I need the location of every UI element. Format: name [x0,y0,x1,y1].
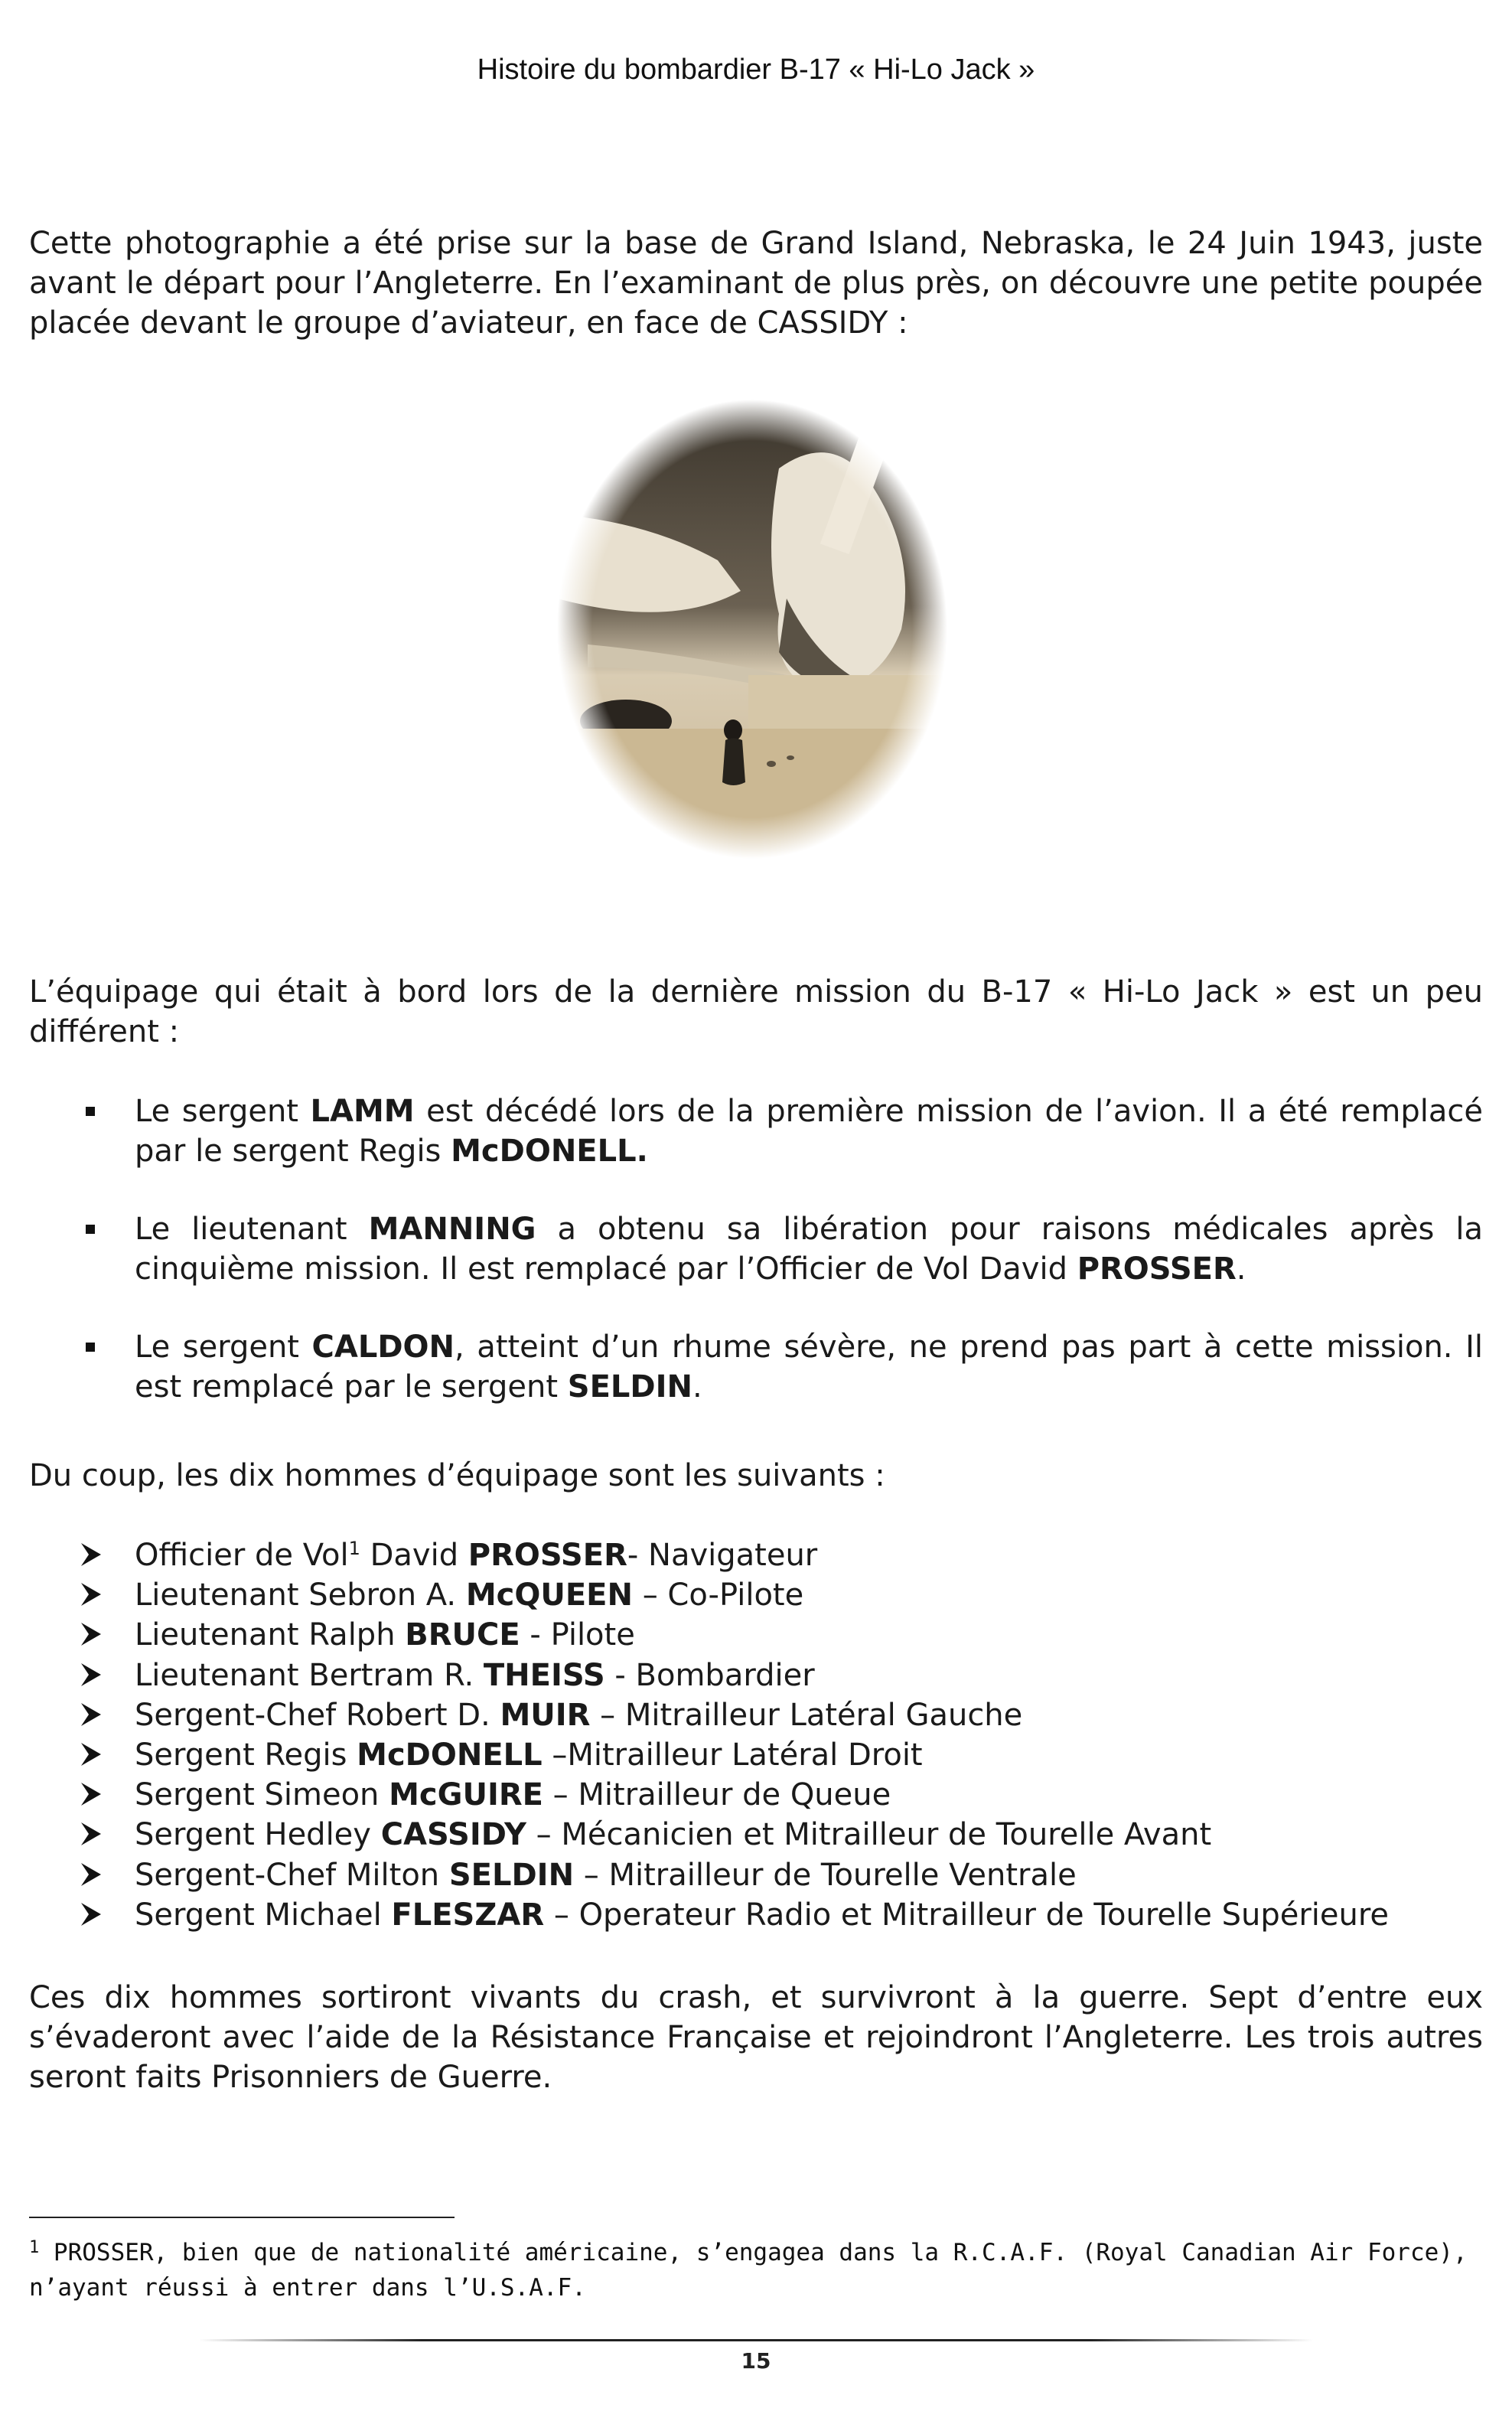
doll-photo [557,400,947,859]
footer-divider [199,2339,1313,2341]
final-crew-list [29,1535,1483,1935]
vignette-photo-image [557,400,947,859]
arrow-bullet-icon [80,1741,103,1767]
list-item: Le lieutenant MANNING a obtenu sa libération pour raisons médicales après la cinquième mission. Il est remplacé par l’Officier de Vol David PROSSER. [29,1209,1483,1289]
list-item: Sergent Regis McDONELL –Mitrailleur Latéral Droit [29,1735,1483,1775]
list-item: Officier de Vol$^1$ David PROSSER- Navigateur [29,1535,1483,1575]
square-bullet-icon [86,1225,95,1234]
footnote-text: PROSSER, bien que de nationalité américaine, s’engagea dans la R.C.A.F. (Royal Canadian Air Force), n’ayant réussi à entrer dans l’U.S.A.F. [29,2239,1468,2302]
list-item: Sergent Simeon McGUIRE – Mitrailleur de Queue [29,1775,1483,1815]
list-item: Lieutenant Bertram R. THEISS - Bombardier [29,1656,1483,1695]
arrow-bullet-icon [80,1861,103,1887]
arrow-bullet-icon [80,1821,103,1847]
list-item: Le sergent LAMM est décédé lors de la première mission de l’avion. Il a été remplacé par le sergent Regis McDONELL. [29,1091,1483,1171]
conclusion-paragraph: Ces dix hommes sortiront vivants du crash, et survivront à la guerre. Sept d’entre eux s’évaderont avec l’aide de la Résistance Française et rejoindront l’Angleterre. Les trois autres seront faits Prisonniers de Guerre. [29,1980,1483,2095]
footnote-marker: 1 [29,2238,40,2257]
arrow-bullet-icon [80,1581,103,1607]
intro-paragraph: Cette photographie a été prise sur la base de Grand Island, Nebraska, le 24 Juin 1943, juste avant le départ pour l’Angleterre. En l’examinant de plus près, on découvre une petite poupée placée devant le groupe d’aviateur, en face de CASSIDY : [29,226,1483,341]
arrow-bullet-icon [80,1621,103,1647]
arrow-bullet-icon [80,1781,103,1807]
footnote-ref[interactable]: 1 [348,1538,360,1559]
footnote-separator [29,2217,455,2218]
arrow-bullet-icon [80,1662,103,1688]
page-header: Histoire du bombardier B-17 « Hi-Lo Jack » [477,54,1035,86]
footnote [29,2230,1483,2305]
page-number: 15 [741,2348,771,2374]
arrow-bullet-icon [80,1901,103,1927]
square-bullet-icon [86,1343,95,1352]
list-item: Sergent-Chef Milton SELDIN – Mitrailleur de Tourelle Ventrale [29,1855,1483,1895]
crew-changes-list [29,1091,1483,1445]
list-item: Sergent Michael FLESZAR – Operateur Radio et Mitrailleur de Tourelle Supérieure [29,1895,1483,1935]
arrow-bullet-icon [80,1542,103,1568]
crew-list-intro: Du coup, les dix hommes d’équipage sont les suivants : [29,1458,885,1493]
list-item: Sergent Hedley CASSIDY – Mécanicien et Mitrailleur de Tourelle Avant [29,1815,1483,1855]
square-bullet-icon [86,1107,95,1116]
list-item: Lieutenant Ralph BRUCE - Pilote [29,1615,1483,1655]
arrow-bullet-icon [80,1702,103,1728]
list-item: Le sergent CALDON, atteint d’un rhume sévère, ne prend pas part à cette mission. Il est remplacé par le sergent SELDIN. [29,1327,1483,1407]
list-item: Sergent-Chef Robert D. MUIR – Mitrailleur Latéral Gauche [29,1695,1483,1735]
list-item: Lieutenant Sebron A. McQUEEN – Co-Pilote [29,1575,1483,1615]
crew-change-intro: L’équipage qui était à bord lors de la dernière mission du B-17 « Hi-Lo Jack » est un peu différent : [29,974,1483,1049]
